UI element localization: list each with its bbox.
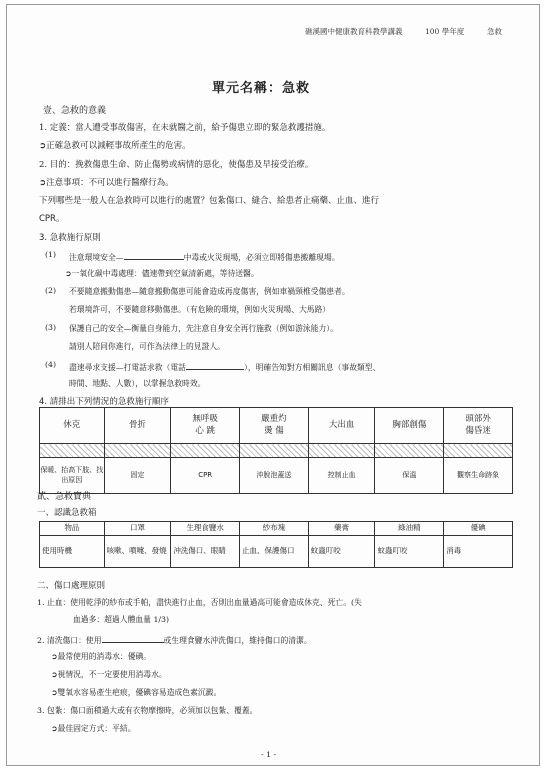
- question-line: 下列哪些是一般人在急救時可以進行的處置？包紮傷口、縫合、給患者止痛藥、止血、進行: [39, 196, 380, 206]
- arrow-band: [375, 444, 444, 458]
- header-school: 礁溪國中健康教育科教學講義: [305, 27, 403, 36]
- arrow-band: [171, 444, 240, 458]
- order-answer: 保溫: [375, 458, 444, 494]
- arrow-band: [240, 444, 309, 458]
- header-year: 100 學年度: [425, 27, 465, 36]
- purpose-line: 2. 目的：挽救傷患生命、防止傷勢或病情的惡化，使傷患及早接受治療。: [39, 160, 314, 170]
- page-number: - 1 -: [261, 750, 277, 759]
- header-topic: 急救: [487, 27, 502, 36]
- kit-header: 藥膏: [308, 522, 375, 536]
- principles-heading: 3. 急救施行原則: [39, 233, 101, 243]
- order-answer: 保暖、抬高下肢、找出原因: [40, 458, 105, 494]
- wound-line: ➲最常使用的消毒水：優碘。: [51, 652, 152, 661]
- order-header: 大出血: [308, 408, 375, 444]
- section-heading-1: 壹、急救的意義: [43, 106, 107, 116]
- principle-num: (2): [45, 286, 57, 295]
- wound-line: ➲視情況，不一定要使用消毒水。: [51, 670, 167, 679]
- order-answer: CPR: [171, 458, 240, 494]
- order-answer: 固定: [104, 458, 171, 494]
- note-line: ➲正確急救可以減輕事故所產生的危害。: [39, 141, 191, 151]
- principle-num: (1): [45, 250, 57, 259]
- wound-line: 2. 清洗傷口：使用 或生理食鹽水沖洗傷口，維持傷口的清潔。: [37, 633, 312, 646]
- principle-text: 盡速尋求支援—打電話求救（電話 ），明確告知對方相關訊息（事故類型、: [69, 360, 380, 373]
- kit-cell: 咳嗽、噴嚏、發燒: [104, 536, 171, 568]
- arrow-band: [40, 444, 105, 458]
- page-title: 單元名稱：急救: [212, 81, 311, 96]
- principle-text: 注意環境安全— 中毒或火災現場，必須立即將傷患搬離現場。: [69, 250, 340, 263]
- order-header: 嚴重灼 燙 傷: [240, 408, 309, 444]
- order-header: 無呼吸 心 跳: [171, 408, 240, 444]
- order-header: 骨折: [104, 408, 171, 444]
- principle-text: 不要隨意搬動傷患—隨意搬動傷患可能會造成再度傷害，例如車禍頸椎受傷患者。: [69, 287, 350, 296]
- kit-cell: 沖洗傷口、眼睛: [171, 536, 240, 568]
- principle-num: (3): [45, 323, 57, 332]
- kit-header: 綠油精: [375, 522, 444, 536]
- order-intro: 4. 請排出下列情況的急救施行順序: [39, 397, 169, 407]
- wound-line: ➲最佳固定方式：平結。: [51, 724, 136, 733]
- subsection-kit: 一、認識急救箱: [37, 508, 97, 518]
- order-header: 頭部外 傷昏迷: [444, 408, 513, 444]
- kit-cell: 止血、保護傷口: [240, 536, 309, 568]
- principle-text: 時間、地點、人數），以掌握急救時效。: [69, 379, 206, 388]
- order-header: 胸部創傷: [375, 408, 444, 444]
- arrow-band: [444, 444, 513, 458]
- order-header: 休克: [40, 408, 105, 444]
- wound-line: 1. 止血：使用乾淨的紗布或手帕，盡快進行止血，否則出血量過高可能會造成休克、死亡。(失: [37, 598, 362, 607]
- order-answer: 控制止血: [308, 458, 375, 494]
- kit-header: 優碘: [444, 522, 513, 536]
- arrow-band: [104, 444, 171, 458]
- order-answer: 觀察生命跡象: [444, 458, 513, 494]
- principle-text: 若環境許可，不要隨意移動傷患。（有危險的環境，例如火災現場、大馬路）: [69, 305, 331, 314]
- order-answer: 沖脫泡蓋送: [240, 458, 309, 494]
- principle-text: ➲一氧化碳中毒處理：儘速帶到空氣清新處，等待送醫。: [65, 269, 259, 278]
- subsection-wound: 二、傷口處理原則: [37, 581, 106, 591]
- principle-text: 保護自己的安全—衡量自身能力，先注意自身安全再行施救（例如游泳能力）。: [69, 324, 338, 333]
- arrow-band: [308, 444, 375, 458]
- definition-line: 1. 定義：當人遭受事故傷害，在未就醫之前，給予傷患立即的緊急救護措施。: [39, 123, 331, 133]
- document-page: [6, 4, 540, 766]
- kit-header: 紗布塊: [240, 522, 309, 536]
- kit-header: 口罩: [104, 522, 171, 536]
- wound-line: 血過多：超過人體血量 1/3): [73, 615, 170, 624]
- kit-cell: 消毒: [444, 536, 513, 568]
- wound-line: 3. 包紮：傷口面積過大或有衣物摩擦時，必須加以包紮、覆蓋。: [37, 706, 258, 715]
- caution-line: ➲注意事項：不可以進行醫療行為。: [39, 178, 174, 188]
- principle-text: 請別人陪同你進行，可作為法律上的見證人。: [69, 342, 225, 351]
- kit-header: 生理食鹽水: [171, 522, 240, 536]
- kit-cell: 蚊蟲叮咬: [308, 536, 375, 568]
- kit-cell: 使用時機: [40, 536, 105, 568]
- section-heading-2: 貳、急救寶典: [37, 492, 92, 502]
- wound-line: ➲雙氧水容易產生疤痕，優碘容易造成色素沉澱。: [51, 688, 222, 697]
- order-table: [39, 407, 513, 494]
- kit-header: 物品: [40, 522, 105, 536]
- firstaid-kit-table: [39, 521, 513, 568]
- kit-cell: 蚊蟲叮咬: [375, 536, 444, 568]
- question-line-2: CPR。: [39, 214, 65, 224]
- principle-num: (4): [45, 360, 57, 369]
